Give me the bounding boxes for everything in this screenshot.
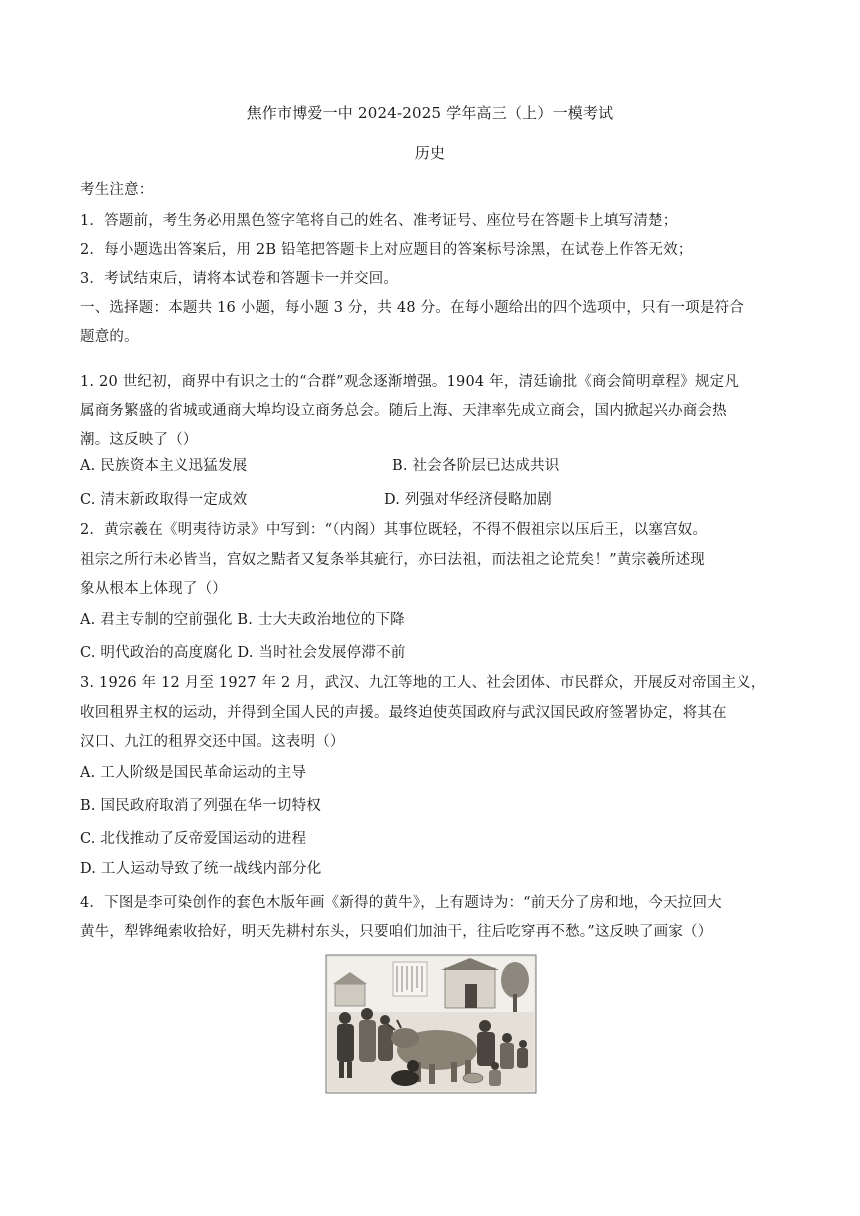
q4-stem-line-1: 4．下图是李可染创作的套色木版年画《新得的黄牛》，上有题诗为：“前天分了房和地，今天拉回大	[80, 895, 722, 911]
q1-option-b: B. 社会各阶层已达成共识	[392, 458, 560, 474]
q2-stem-line-2: 祖宗之所行未必皆当，宫奴之黠者又复条举其疵行，亦曰法祖，而法祖之论荒矣！”黄宗羲所述现	[80, 552, 706, 568]
q2-options-cd: C. 明代政治的高度腐化 D. 当时社会发展停滞不前	[80, 645, 406, 661]
q1-option-d: D. 列强对华经济侵略加剧	[384, 492, 552, 508]
woodblock-print-image	[325, 954, 537, 1094]
q3-stem-line-1: 3. 1926 年 12 月至 1927 年 2 月，武汉、九江等地的工人、社会团体、市民群众，开展反对帝国主义，	[80, 675, 766, 691]
q1-stem-line-1: 1. 20 世纪初，商界中有识之士的“合群”观念逐渐增强。1904 年，清廷谕批《商会简明章程》规定凡	[80, 374, 740, 390]
exam-title: 焦作市博爱一中 2024-2025 学年高三（上）一模考试	[246, 104, 614, 122]
q1-option-a: A. 民族资本主义迅猛发展	[80, 458, 248, 474]
q2-stem-line-1: 2．黄宗羲在《明夷待访录》中写到：“（内阁）其事位既轻，不得不假祖宗以压后王，以塞宫奴。	[80, 522, 708, 538]
q3-option-c: C. 北伐推动了反帝爱国运动的进程	[80, 831, 307, 847]
subject-title: 历史	[414, 144, 446, 162]
section-heading-line-2: 题意的。	[80, 329, 139, 345]
section-heading-line-1: 一、选择题：本题共 16 小题，每小题 3 分，共 48 分。在每小题给出的四个选项中，只有一项是符合	[80, 300, 744, 316]
q1-option-c: C. 清末新政取得一定成效	[80, 492, 248, 508]
q3-stem-line-2: 收回租界主权的运动，并得到全国人民的声援。最终迫使英国政府与武汉国民政府签署协定，将其在	[80, 705, 727, 721]
q1-stem-line-2: 属商务繁盛的省城或通商大埠均设立商务总会。随后上海、天津率先成立商会，国内掀起兴办商会热	[80, 403, 727, 419]
q3-stem-line-3: 汉口、九江的租界交还中国。这表明（）	[80, 734, 345, 750]
q3-option-d: D. 工人运动导致了统一战线内部分化	[80, 861, 322, 877]
notice-item-1: 1．答题前，考生务必用黑色签字笔将自己的姓名、准考证号、座位号在答题卡上填写清楚；	[80, 213, 678, 229]
q3-option-a: A. 工人阶级是国民革命运动的主导	[80, 765, 307, 781]
q4-stem-line-2: 黄牛，犁铧绳索收拾好，明天先耕村东头，只要咱们加油干，往后吃穿再不愁。”这反映了画家（）	[80, 924, 713, 940]
q1-stem-line-3: 潮。这反映了（）	[80, 432, 198, 448]
notice-item-2: 2．每小题选出答案后，用 2B 铅笔把答题卡上对应题目的答案标号涂黑，在试卷上作答无效；	[80, 242, 693, 258]
notice-heading: 考生注意：	[80, 182, 154, 198]
notice-item-3: 3．考试结束后，请将本试卷和答题卡一并交回。	[80, 271, 399, 287]
q3-option-b: B. 国民政府取消了列强在华一切特权	[80, 798, 321, 814]
q2-options-ab: A. 君主专制的空前强化 B. 士大夫政治地位的下降	[80, 612, 405, 628]
q2-stem-line-3: 象从根本上体现了（）	[80, 581, 227, 597]
